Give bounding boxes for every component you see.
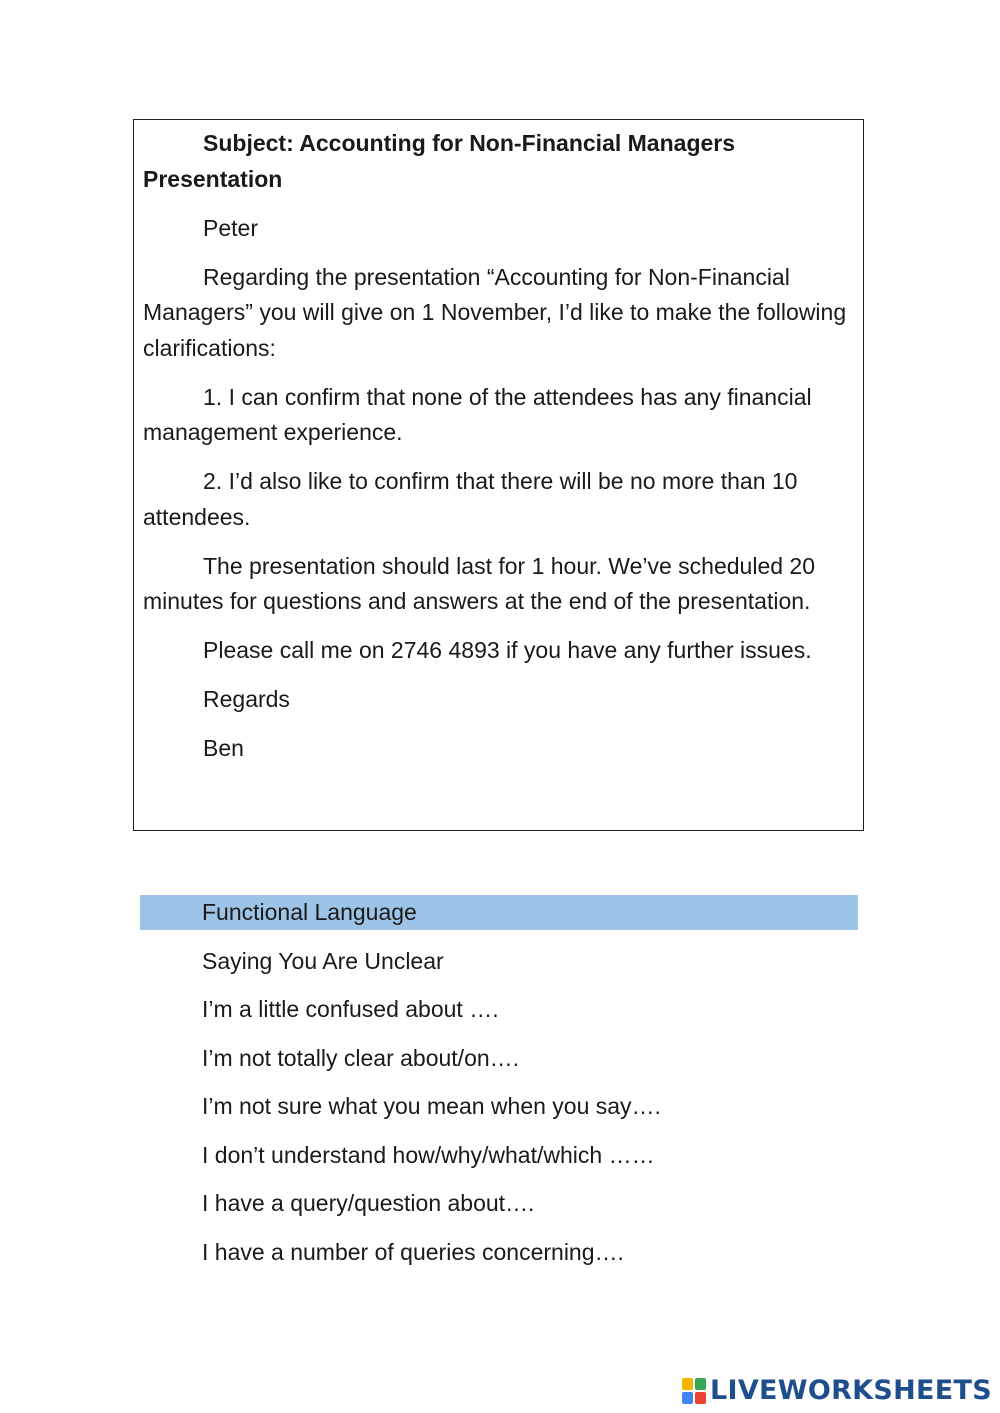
- functional-language-heading: Functional Language: [140, 895, 858, 930]
- phrase-item: I’m a little confused about ….: [202, 996, 499, 1022]
- functional-language-section: [140, 895, 858, 1283]
- email-paragraph: 1. I can confirm that none of the attendees has any financial management experience.: [143, 383, 812, 445]
- email-paragraph: Regarding the presentation “Accounting for Non-Financial Managers” you will give on 1 November, I’d like to make the following clarifications:: [143, 263, 847, 361]
- email-paragraph: 2. I’d also like to confirm that there will be no more than 10 attendees.: [143, 468, 798, 530]
- email-subject: Subject: Accounting for Non-Financial Managers Presentation: [143, 130, 736, 192]
- email-closing: Regards: [203, 686, 290, 712]
- email-paragraph: The presentation should last for 1 hour. We’ve scheduled 20 minutes for questions and answers at the end of the presentation.: [143, 552, 816, 614]
- functional-language-subheading: Saying You Are Unclear: [202, 947, 444, 974]
- email-box: [133, 119, 864, 831]
- liveworksheets-logo: [682, 1376, 992, 1406]
- email-paragraph: Please call me on 2746 4893 if you have any further issues.: [203, 637, 812, 663]
- liveworksheets-logo-text: LIVEWORKSHEETS: [709, 1375, 992, 1406]
- phrase-item: I have a number of queries concerning….: [202, 1238, 624, 1265]
- phrase-item: I have a query/question about….: [202, 1190, 535, 1216]
- liveworksheets-logo-icon: [682, 1378, 706, 1404]
- phrase-item: I don’t understand how/why/what/which ……: [202, 1141, 655, 1168]
- email-greeting: Peter: [203, 214, 258, 241]
- phrase-item: I’m not sure what you mean when you say….: [202, 1093, 661, 1119]
- email-signature: Ben: [203, 735, 244, 761]
- phrase-item: I’m not totally clear about/on….: [202, 1044, 520, 1071]
